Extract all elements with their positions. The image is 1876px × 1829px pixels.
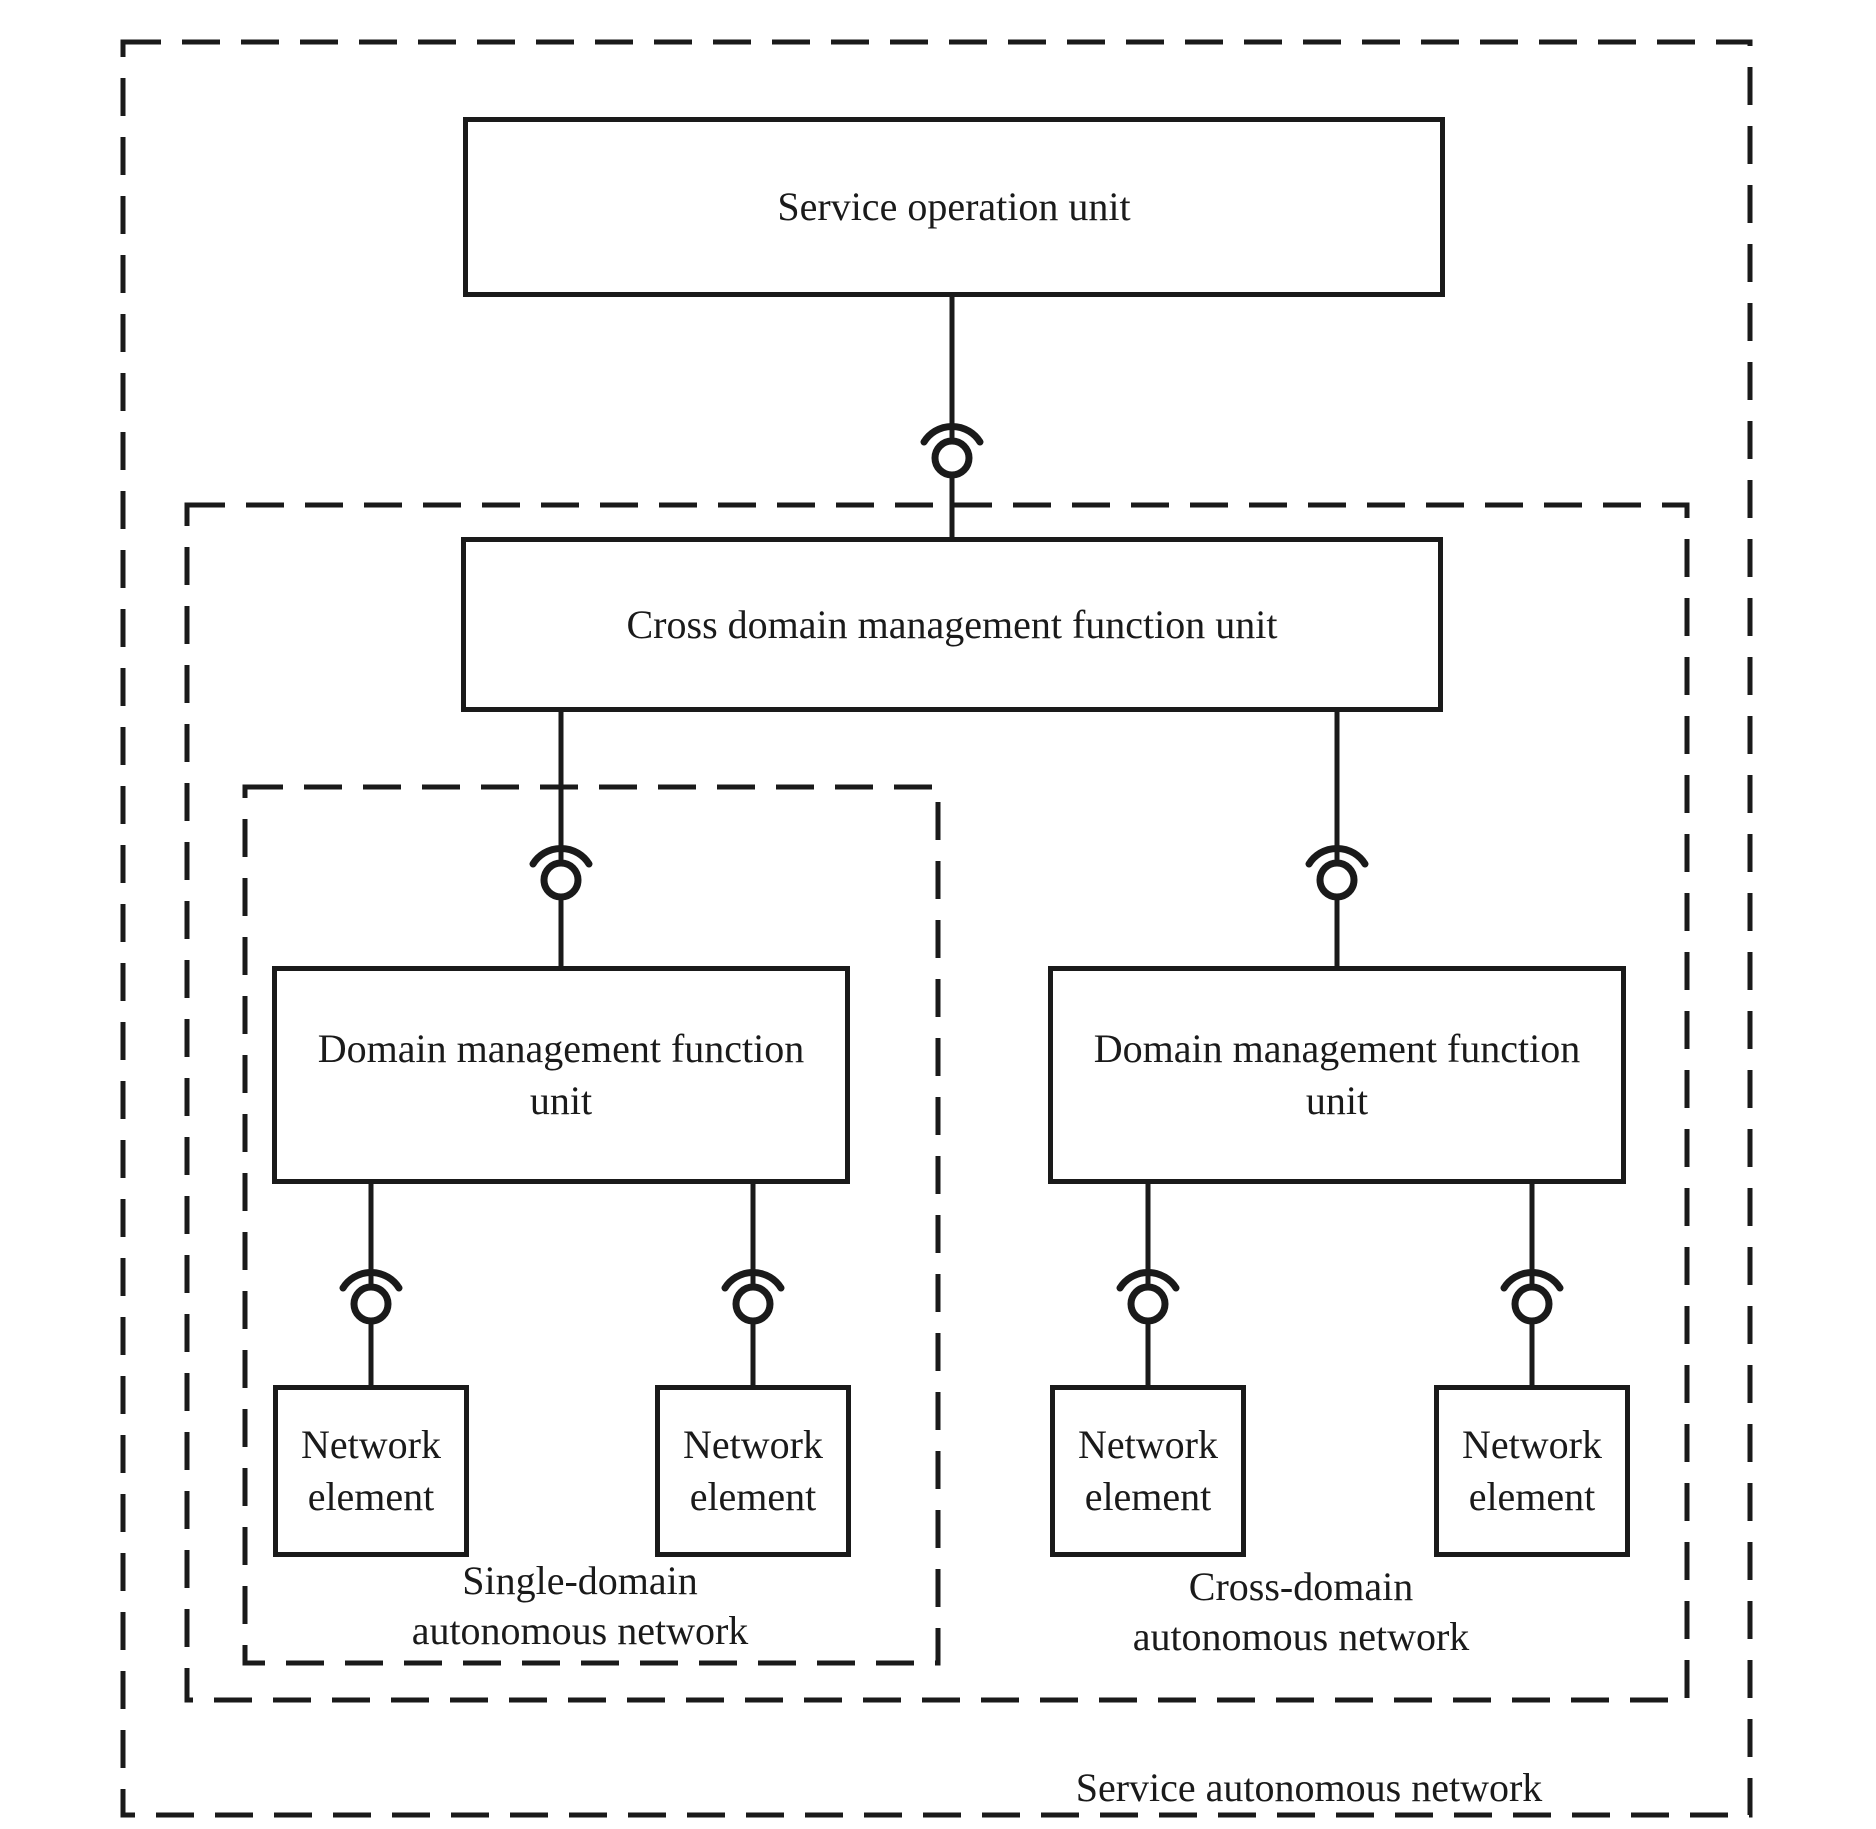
service-operation-unit-box bbox=[463, 117, 1445, 297]
service-operation-unit-label: Service operation unit bbox=[777, 184, 1131, 229]
network-element-label-4: Network element bbox=[1462, 1422, 1602, 1519]
single-domain-network-label: Single-domain autonomous network bbox=[411, 1558, 749, 1653]
network-element-label-2: Network element bbox=[683, 1422, 823, 1519]
cross-domain-management-label: Cross domain management function unit bbox=[626, 601, 1278, 647]
network-element-box-2 bbox=[655, 1385, 851, 1557]
network-element-label-3: Network element bbox=[1078, 1422, 1218, 1519]
domain-management-left-label: Domain management function unit bbox=[317, 1026, 805, 1123]
cross-domain-network-label: Cross-domain autonomous network bbox=[1132, 1564, 1470, 1659]
network-element-box-3 bbox=[1050, 1385, 1246, 1557]
domain-management-right-label: Domain management function unit bbox=[1093, 1026, 1581, 1123]
service-network-label: Service autonomous network bbox=[1075, 1765, 1543, 1810]
network-element-box-4 bbox=[1434, 1385, 1630, 1557]
network-element-box-1 bbox=[273, 1385, 469, 1557]
network-element-label-1: Network element bbox=[301, 1422, 441, 1519]
domain-management-left-box bbox=[272, 966, 850, 1184]
cross-domain-management-box bbox=[461, 537, 1443, 712]
domain-management-right-box bbox=[1048, 966, 1626, 1184]
